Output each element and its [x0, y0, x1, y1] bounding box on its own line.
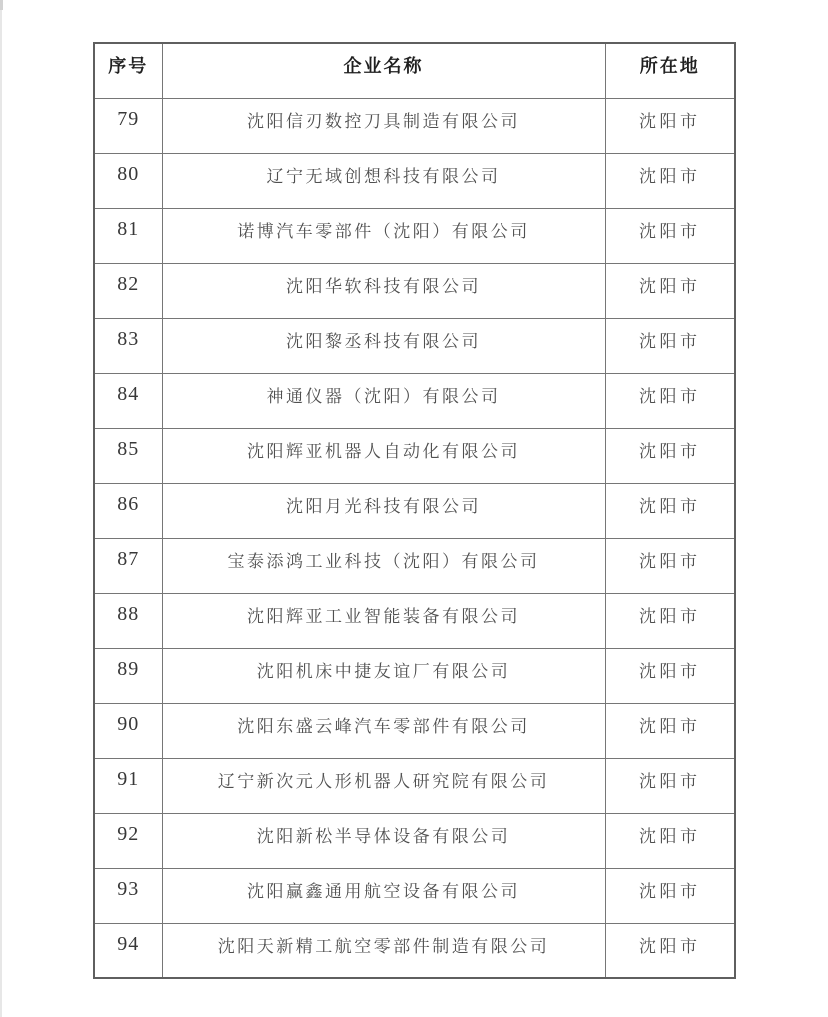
location-cell: 沈阳市: [605, 373, 735, 428]
location-cell: 沈阳市: [605, 593, 735, 648]
table-row: [94, 813, 735, 868]
serial-number-cell: 89: [94, 648, 162, 703]
location-cell: 沈阳市: [605, 648, 735, 703]
table-row: [94, 263, 735, 318]
company-name-cell: 宝泰添鸿工业科技（沈阳）有限公司: [162, 538, 605, 593]
table-row: [94, 593, 735, 648]
serial-number-cell: 93: [94, 868, 162, 923]
company-name-cell: 沈阳华软科技有限公司: [162, 263, 605, 318]
location-cell: 沈阳市: [605, 208, 735, 263]
serial-number-cell: 90: [94, 703, 162, 758]
table-row: [94, 208, 735, 263]
company-table: [93, 42, 736, 979]
serial-number-cell: 83: [94, 318, 162, 373]
location-cell: 沈阳市: [605, 483, 735, 538]
serial-number-cell: 85: [94, 428, 162, 483]
table-row: [94, 758, 735, 813]
table-row: [94, 538, 735, 593]
table-row: [94, 428, 735, 483]
table-row: [94, 868, 735, 923]
table-body: [94, 98, 735, 978]
serial-number-cell: 86: [94, 483, 162, 538]
header-row: [94, 43, 735, 98]
header-company-name: 企业名称: [162, 43, 605, 98]
company-name-cell: 诺博汽车零部件（沈阳）有限公司: [162, 208, 605, 263]
serial-number-cell: 82: [94, 263, 162, 318]
header-serial-number: 序号: [94, 43, 162, 98]
company-name-cell: 沈阳信刃数控刀具制造有限公司: [162, 98, 605, 153]
company-name-cell: 沈阳新松半导体设备有限公司: [162, 813, 605, 868]
location-cell: 沈阳市: [605, 98, 735, 153]
table-row: [94, 923, 735, 978]
company-name-cell: 沈阳天新精工航空零部件制造有限公司: [162, 923, 605, 978]
location-cell: 沈阳市: [605, 923, 735, 978]
page-edge-artifact: [0, 0, 2, 1017]
serial-number-cell: 80: [94, 153, 162, 208]
table-row: [94, 98, 735, 153]
serial-number-cell: 88: [94, 593, 162, 648]
location-cell: 沈阳市: [605, 813, 735, 868]
serial-number-cell: 91: [94, 758, 162, 813]
table-row: [94, 373, 735, 428]
table-row: [94, 703, 735, 758]
serial-number-cell: 79: [94, 98, 162, 153]
company-name-cell: 沈阳辉亚机器人自动化有限公司: [162, 428, 605, 483]
location-cell: 沈阳市: [605, 153, 735, 208]
company-name-cell: 沈阳黎丞科技有限公司: [162, 318, 605, 373]
serial-number-cell: 94: [94, 923, 162, 978]
location-cell: 沈阳市: [605, 538, 735, 593]
serial-number-cell: 92: [94, 813, 162, 868]
serial-number-cell: 84: [94, 373, 162, 428]
company-name-cell: 神通仪器（沈阳）有限公司: [162, 373, 605, 428]
location-cell: 沈阳市: [605, 703, 735, 758]
page-edge-corner-mark: [0, 0, 3, 10]
location-cell: 沈阳市: [605, 318, 735, 373]
company-name-cell: 辽宁新次元人形机器人研究院有限公司: [162, 758, 605, 813]
table-row: [94, 153, 735, 208]
company-name-cell: 沈阳月光科技有限公司: [162, 483, 605, 538]
table-row: [94, 483, 735, 538]
company-name-cell: 辽宁无域创想科技有限公司: [162, 153, 605, 208]
serial-number-cell: 87: [94, 538, 162, 593]
company-name-cell: 沈阳辉亚工业智能装备有限公司: [162, 593, 605, 648]
location-cell: 沈阳市: [605, 428, 735, 483]
location-cell: 沈阳市: [605, 263, 735, 318]
company-name-cell: 沈阳东盛云峰汽车零部件有限公司: [162, 703, 605, 758]
company-name-cell: 沈阳机床中捷友谊厂有限公司: [162, 648, 605, 703]
serial-number-cell: 81: [94, 208, 162, 263]
company-name-cell: 沈阳赢鑫通用航空设备有限公司: [162, 868, 605, 923]
table-row: [94, 318, 735, 373]
header-location: 所在地: [605, 43, 735, 98]
table-row: [94, 648, 735, 703]
location-cell: 沈阳市: [605, 758, 735, 813]
location-cell: 沈阳市: [605, 868, 735, 923]
table-header: [94, 43, 735, 98]
